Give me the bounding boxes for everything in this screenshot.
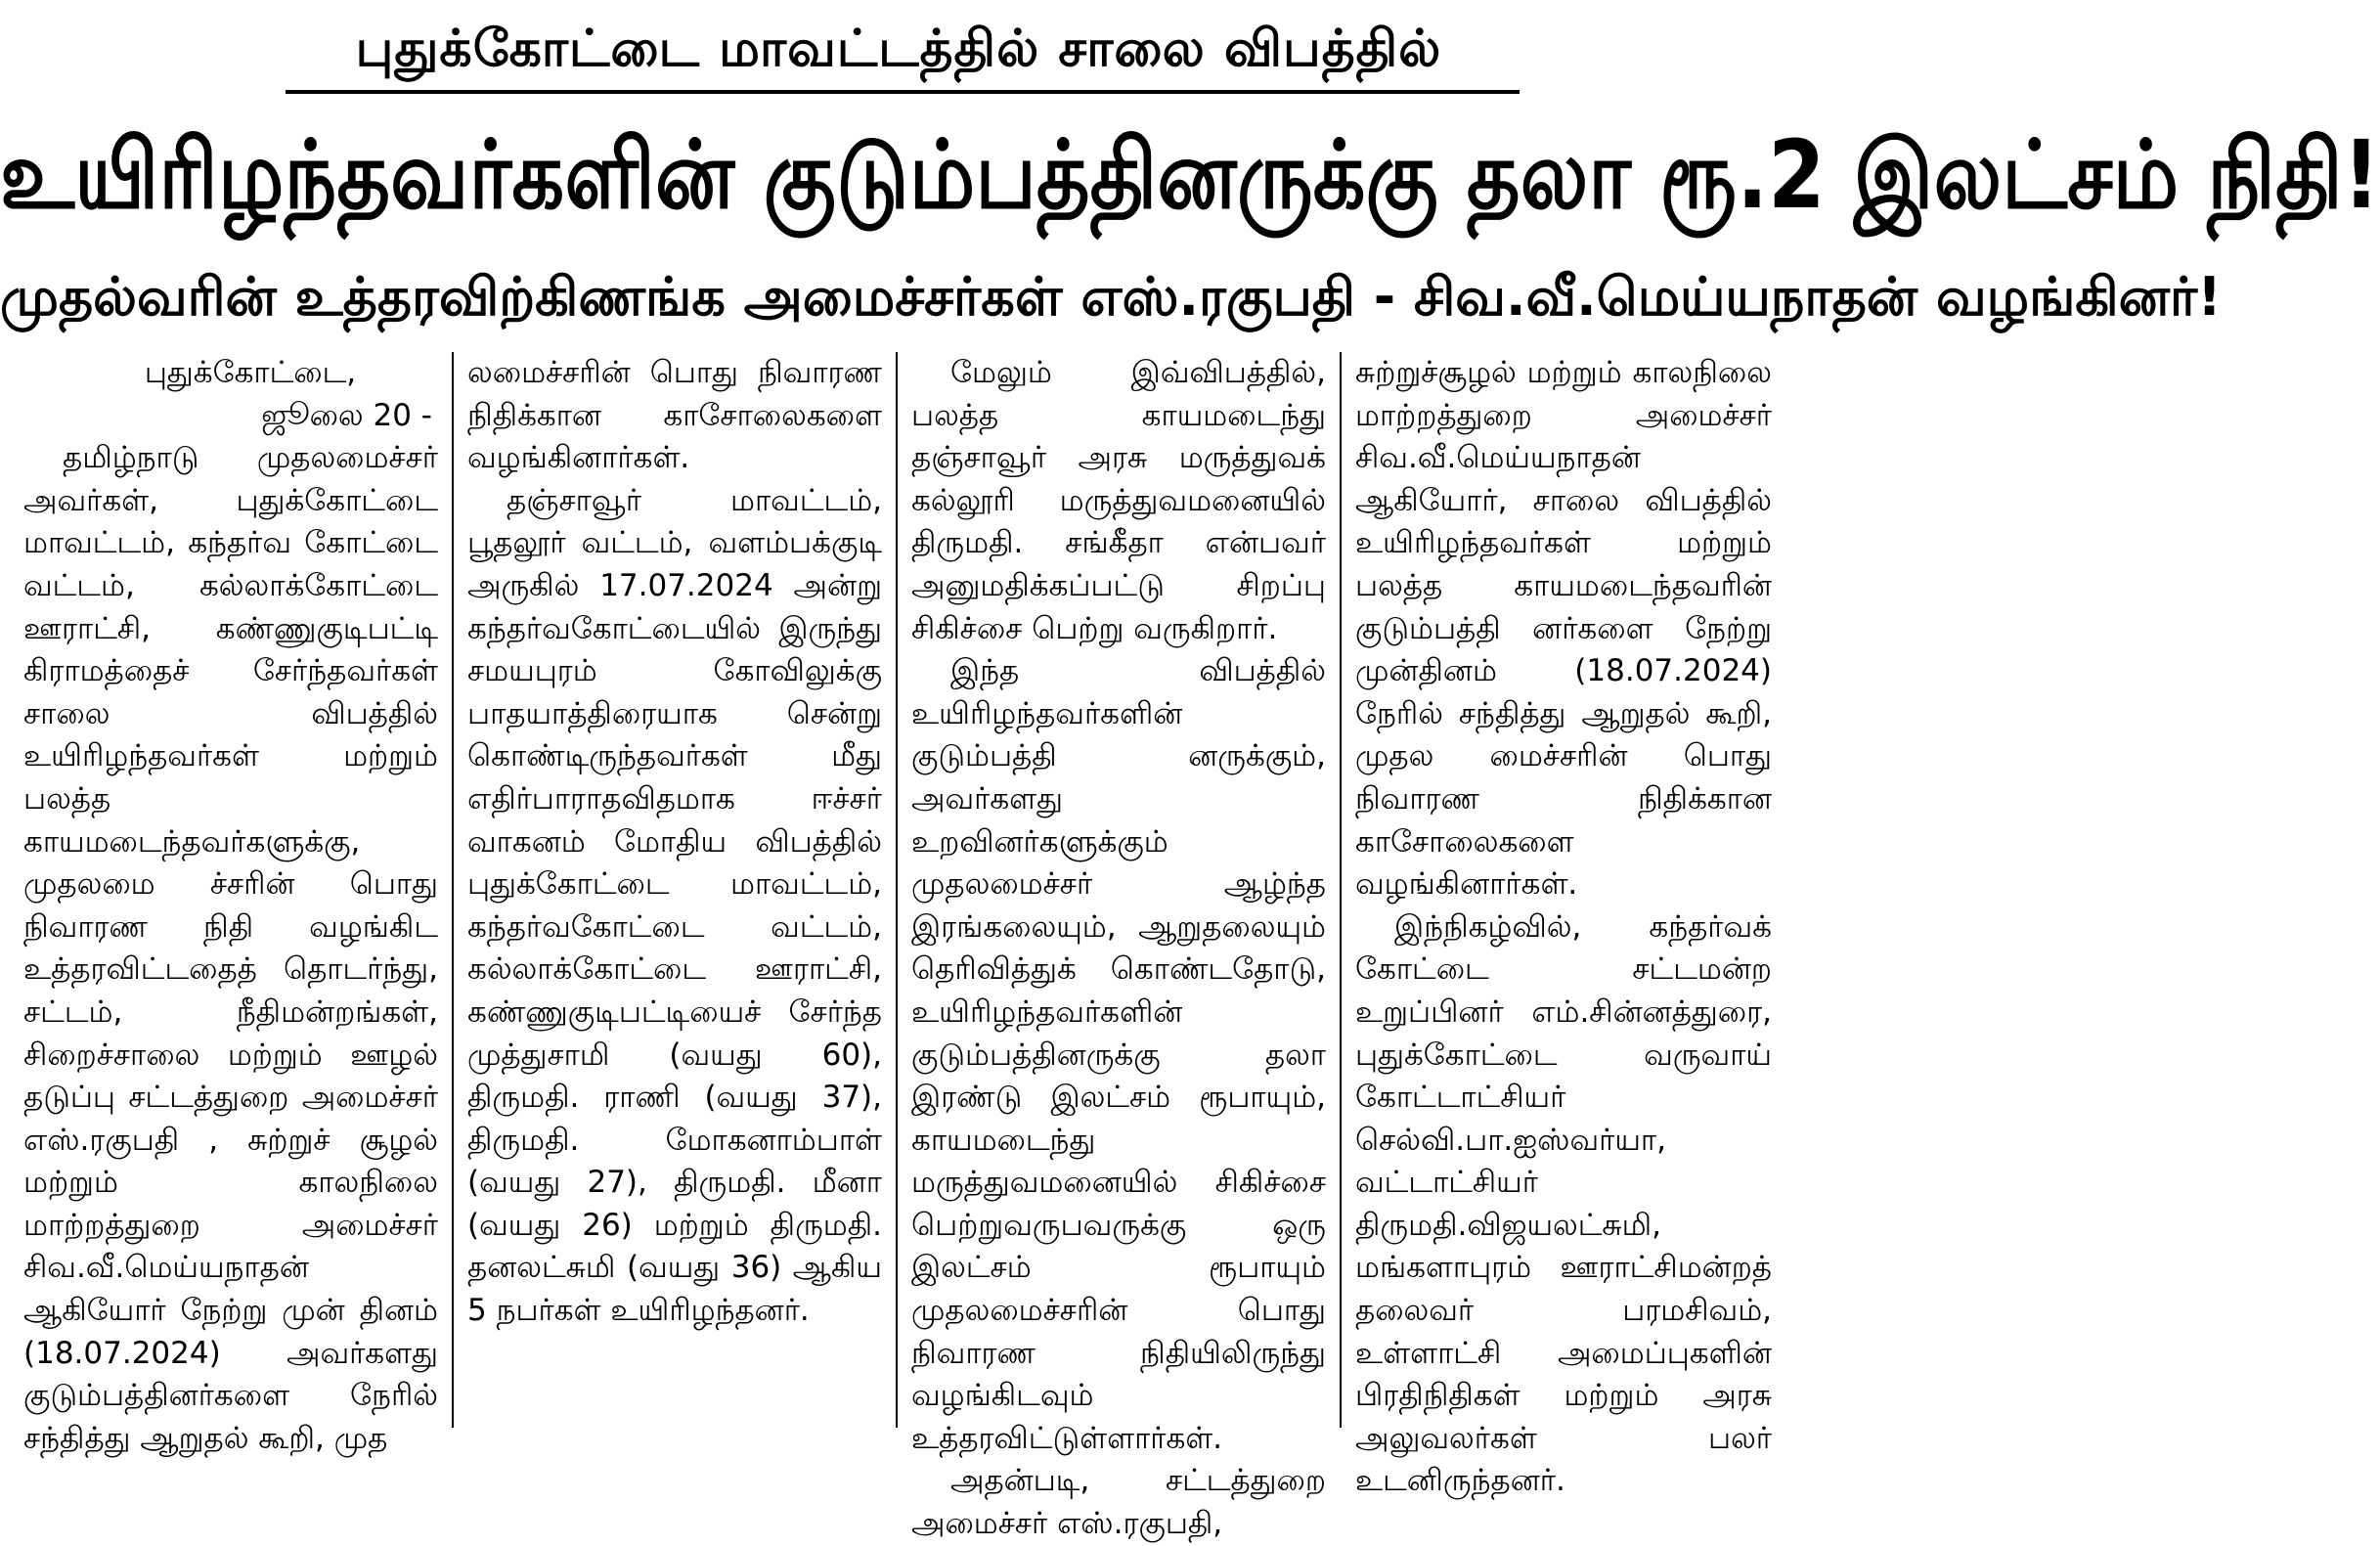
paragraph: தஞ்சாவூர் மாவட்டம், பூதலூர் வட்டம், வளம்பக்குடி அருகில் 17.07.2024 அன்று கந்தர்வகோட்டையில் இருந்து சமயபுரம் கோவிலுக்கு பாதயாத்திரையாக சென்று கொண்டிருந்தவர்கள் மீது எதிர்பாராதவிதமாக ஈச்சர் வாகனம் மோதிய விபத்தில் புதுக்கோட்டை மாவட்டம், கந்தர்வகோட்டை வட்டம், கல்லாக்கோட்டை ஊராட்சி, கண்ணுகுடிபட்டியைச் சேர்ந்த முத்துசாமி (வயது 60), திருமதி. ராணி (வயது 37), திருமதி. மோகனாம்பாள் (வயது 27), திருமதி. மீனா (வயது 26) மற்றும் திருமதி. தனலட்சுமி (வயது 36) ஆகிய 5 நபர்கள் உயிரிழந்தனர். <box>467 482 882 1329</box>
paragraph: சுற்றுச்சூழல் மற்றும் காலநிலை மாற்றத்துறை அமைச்சர் சிவ.வீ.மெய்யநாதன் ஆகியோர், சாலை விபத்தில் உயிரிழந்தவர்கள் மற்றும் பலத்த காயமடைந்தவரின் குடும்பத்தி னர்களை நேற்று முன்தினம் (18.07.2024) நேரில் சந்தித்து ஆறுதல் கூறி, முதல மைச்சரின் பொது நிவாரண நிதிக்கான காசோலைகளை வழங்கினார்கள். <box>1355 355 1772 903</box>
kicker-underline <box>286 90 1520 94</box>
paragraph: இந்நிகழ்வில், கந்தர்வக் கோட்டை சட்டமன்ற உறுப்பினர் எம்.சின்னத்துரை, புதுக்கோட்டை வருவாய் கோட்டாட்சியர் செல்வி.பா.ஐஸ்வர்யா, வட்டாட்சியர் திருமதி.விஜயலட்சுமி, மங்களாபுரம் ஊராட்சிமன்றத் தலைவர் பரமசிவம், உள்ளாட்சி அமைப்புகளின் பிரதிநிதிகள் மற்றும் அரசு அலுவலர்கள் பலர் உடனிருந்தனர். <box>1355 908 1772 1499</box>
article-column-1 <box>10 352 454 1456</box>
article-column-2 <box>454 352 898 1428</box>
paragraph: இந்த விபத்தில் உயிரிழந்தவர்களின் குடும்பத்தி னருக்கும், அவர்களது உறவினர்களுக்கும் முதலமைச்சர் ஆழ்ந்த இரங்கலையும், ஆறுதலையும் தெரிவித்துக் கொண்டதோடு, உயிரிழந்தவர்களின் குடும்பத்தினருக்கு தலா இரண்டு இலட்சம் ரூபாயும், காயமடைந்து மருத்துவமனையில் சிகிச்சை பெற்றுவருபவருக்கு ஒரு இலட்சம் ரூபாயும் முதலமைச்சரின் பொது நிவாரண நிதியிலிருந்து வழங்கிடவும் உத்தரவிட்டுள்ளார்கள். <box>911 653 1326 1456</box>
paragraph: லமைச்சரின் பொது நிவாரண நிதிக்கான காசோலைகளை வழங்கினார்கள். <box>467 355 882 476</box>
dateline-place: புதுக்கோட்டை, <box>144 355 357 390</box>
paragraph: அதன்படி, சட்டத்துறை அமைச்சர் எஸ்.ரகுபதி, <box>911 1463 1326 1542</box>
paragraph: மேலும் இவ்விபத்தில், பலத்த காயமடைந்து தஞ்சாவூர் அரசு மருத்துவக் கல்லூரி மருத்துவமனையில் திருமதி. சங்கீதா என்பவர் அனுமதிக்கப்பட்டு சிறப்பு சிகிச்சை பெற்று வருகிறார். <box>911 355 1326 646</box>
article-body <box>10 352 1787 1542</box>
sub-headline: முதல்வரின் உத்தரவிற்கிணங்க அமைச்சர்கள் எஸ்.ரகுபதி - சிவ.வீ.மெய்யநாதன் வழங்கினர்! <box>0 266 2222 328</box>
article-column-4 <box>1342 352 1785 1499</box>
kicker-headline: புதுக்கோட்டை மாவட்டத்தில் சாலை விபத்தில் <box>355 20 1442 78</box>
paragraph: தமிழ்நாடு முதலமைச்சர் அவர்கள், புதுக்கோட்டை மாவட்டம், கந்தர்வ கோட்டை வட்டம், கல்லாக்கோட்டை ஊராட்சி, கண்ணுகுடிபட்டி கிராமத்தைச் சேர்ந்தவர்கள் சாலை விபத்தில் உயிரிழந்தவர்கள் மற்றும் பலத்த காயமடைந்தவர்களுக்கு, முதலமை ச்சரின் பொது நிவாரண நிதி வழங்கிட உத்தரவிட்டதைத் தொடர்ந்து, சட்டம், நீதிமன்றங்கள், சிறைச்சாலை மற்றும் ஊழல் தடுப்பு சட்டத்துறை அமைச்சர் எஸ்.ரகுபதி , சுற்றுச் சூழல் மற்றும் காலநிலை மாற்றத்துறை அமைச்சர் சிவ.வீ.மெய்யநாதன் ஆகியோர் நேற்று முன் தினம் (18.07.2024) அவர்களது குடும்பத்தினர்களை நேரில் சந்தித்து ஆறுதல் கூறி, முத <box>23 440 438 1456</box>
article-column-3 <box>898 352 1342 1542</box>
main-headline: உயிரிழந்தவர்களின் குடும்பத்தினருக்கு தலா ரூ.2 இலட்சம் நிதி! <box>0 119 2380 231</box>
dateline-date: ஜூலை 20 - <box>261 397 432 433</box>
